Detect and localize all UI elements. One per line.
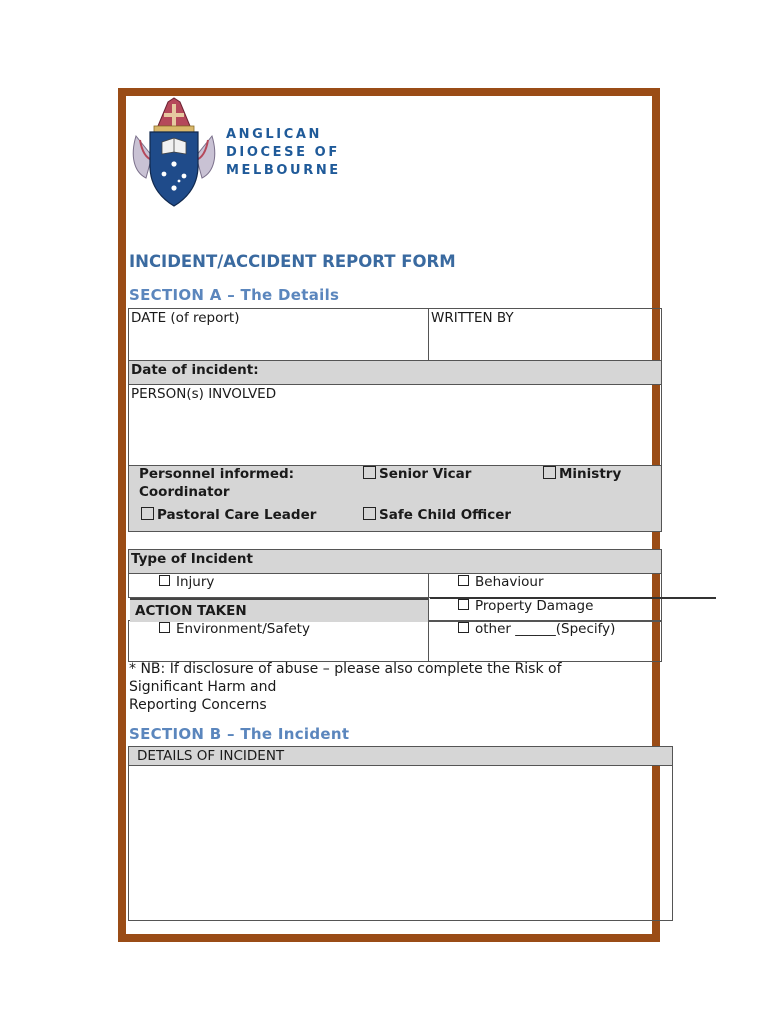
details-of-incident-box[interactable]	[128, 746, 673, 921]
checkbox-icon	[141, 507, 154, 520]
personnel-informed-label: Personnel informed:	[139, 466, 295, 482]
checkbox-icon	[159, 622, 170, 633]
behaviour-label: Behaviour	[475, 574, 544, 590]
senior-vicar-label: Senior Vicar	[379, 466, 472, 482]
section-b-heading: SECTION B – The Incident	[129, 725, 350, 743]
checkbox-icon	[458, 575, 469, 586]
date-of-incident-label: Date of incident:	[131, 362, 259, 378]
persons-involved-label: PERSON(s) INVOLVED	[131, 386, 277, 402]
date-of-incident-field[interactable]	[128, 360, 662, 385]
org-name	[226, 126, 341, 180]
checkbox-safe-child-officer[interactable]	[363, 507, 511, 523]
org-name-line3: MELBOURNE	[226, 163, 341, 178]
details-of-incident-header	[128, 746, 673, 766]
ministry-label: Ministry	[559, 466, 622, 482]
checkbox-property-damage[interactable]	[458, 598, 593, 614]
written-by-label: WRITTEN BY	[431, 310, 514, 326]
personnel-coordinator-label: Coordinator	[139, 484, 230, 500]
diocese-crest-icon	[128, 96, 220, 208]
persons-involved-field[interactable]	[128, 384, 662, 466]
written-by-field[interactable]	[428, 308, 662, 361]
checkbox-icon	[363, 466, 376, 479]
type-of-incident-label: Type of Incident	[131, 551, 253, 567]
property-damage-label: Property Damage	[475, 598, 594, 614]
checkbox-icon	[458, 622, 469, 633]
type-of-incident-header	[128, 549, 662, 574]
org-name-line2: DIOCESE OF	[226, 145, 340, 160]
environment-label: Environment/Safety	[176, 621, 310, 637]
abuse-note-line2: Significant Harm and	[129, 679, 277, 695]
checkbox-ministry[interactable]	[543, 466, 621, 482]
pastoral-care-label: Pastoral Care Leader	[157, 507, 317, 523]
checkbox-behaviour[interactable]	[458, 574, 544, 590]
safe-child-label: Safe Child Officer	[379, 507, 512, 523]
checkbox-icon	[458, 599, 469, 610]
date-of-report-label: DATE (of report)	[131, 310, 240, 326]
injury-label: Injury	[176, 574, 215, 590]
abuse-note-line1: * NB: If disclosure of abuse – please also complete the Risk of	[129, 661, 562, 677]
checkbox-icon	[543, 466, 556, 479]
other-label: other ______(Specify)	[475, 621, 616, 637]
abuse-note-line3: Reporting Concerns	[129, 697, 267, 713]
section-a-heading: SECTION A – The Details	[129, 286, 340, 304]
checkbox-icon	[159, 575, 170, 586]
action-taken-label: ACTION TAKEN	[135, 603, 247, 619]
checkbox-icon	[363, 507, 376, 520]
checkbox-pastoral-care-leader[interactable]	[141, 507, 316, 523]
date-of-report-field[interactable]	[128, 308, 429, 361]
org-name-line1: ANGLICAN	[226, 127, 323, 142]
checkbox-injury[interactable]	[159, 574, 214, 590]
details-of-incident-label: DETAILS OF INCIDENT	[137, 748, 285, 764]
form-title: INCIDENT/ACCIDENT REPORT FORM	[129, 252, 456, 271]
checkbox-senior-vicar[interactable]	[363, 466, 471, 482]
checkbox-other[interactable]	[458, 621, 615, 637]
checkbox-environment-safety[interactable]	[159, 621, 310, 637]
